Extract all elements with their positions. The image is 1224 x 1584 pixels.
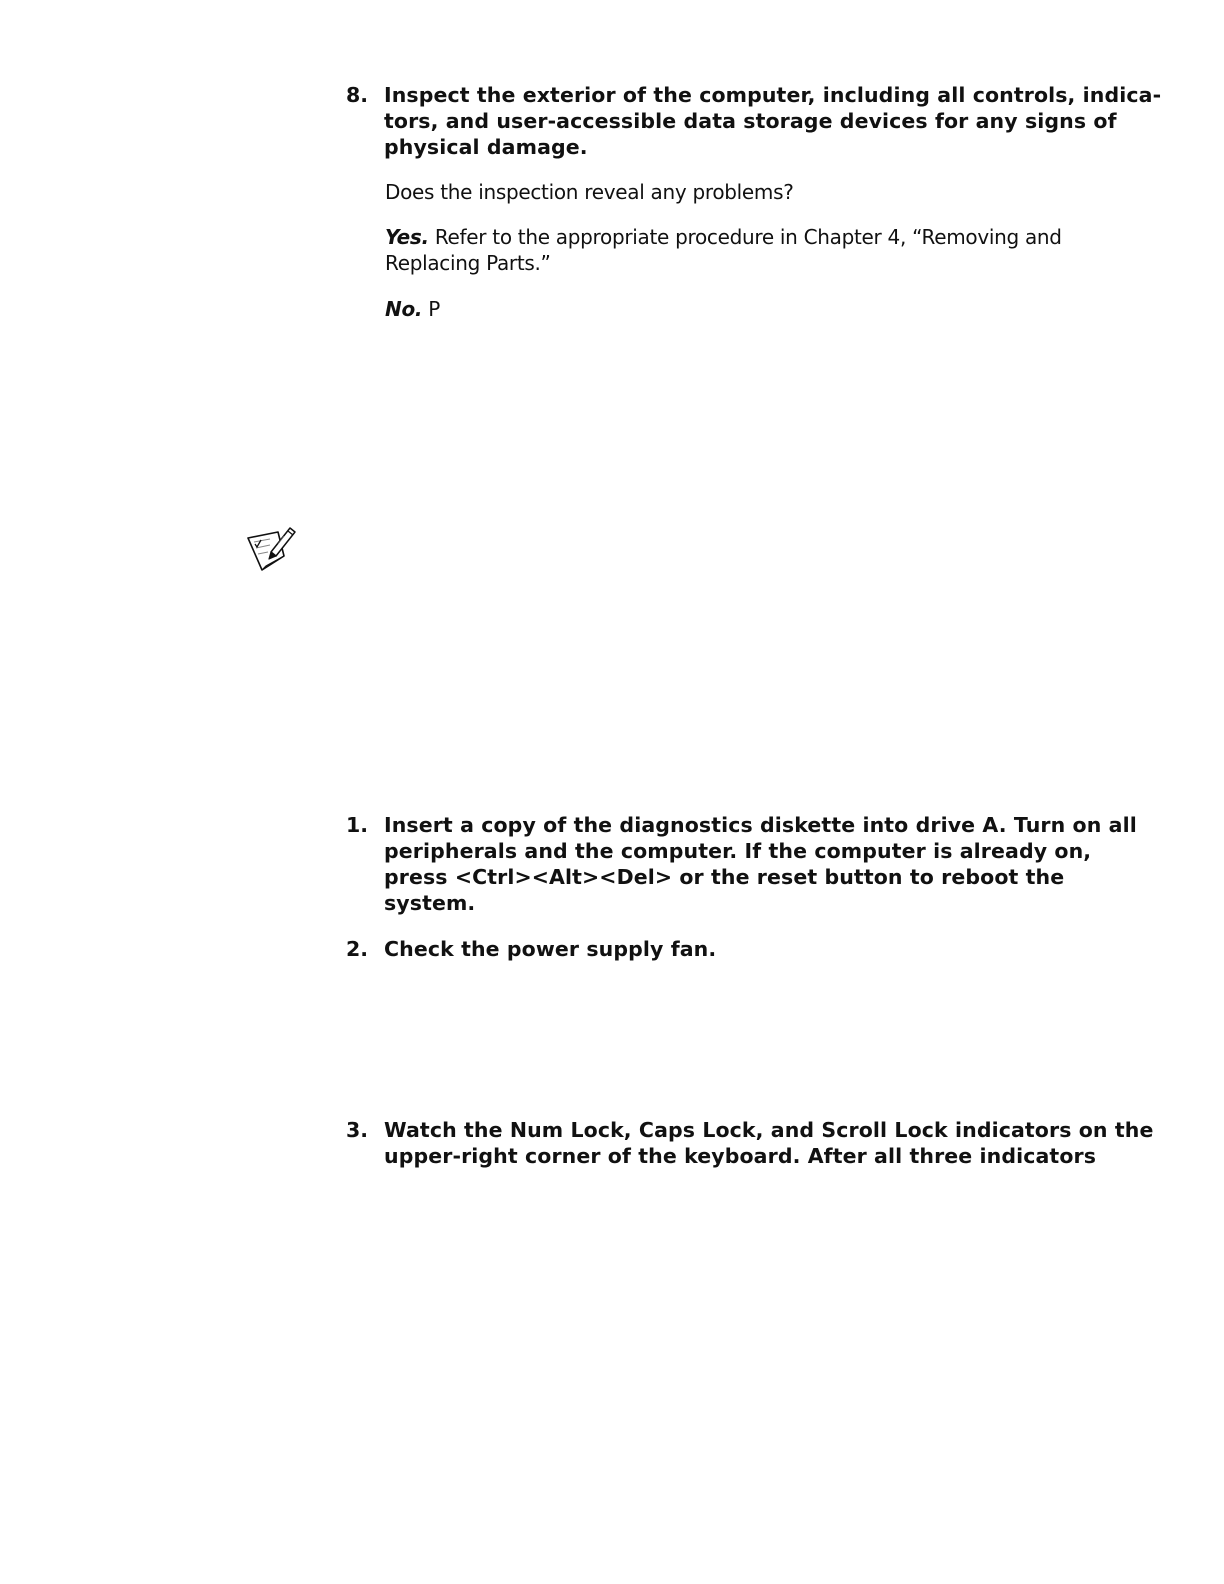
inspection-question (385, 179, 1105, 205)
note-pencil-icon (244, 526, 298, 574)
yes-line-1 (385, 224, 1105, 250)
step-instruction (384, 1117, 1154, 1169)
question-text: Does the inspection reveal any problems? (385, 180, 794, 204)
step-number: 3. (346, 1118, 369, 1142)
instruction-line: peripherals and the computer. If the computer is already on, (384, 839, 1092, 863)
yes-answer (385, 224, 1105, 276)
no-answer (385, 296, 1105, 322)
step-instruction (384, 812, 1137, 916)
step-instruction (384, 936, 1116, 962)
step-number: 2. (346, 937, 369, 961)
instruction-line: press <Ctrl><Alt><Del> or the reset button to reboot the (384, 865, 1065, 889)
instruction-line: Watch the Num Lock, Caps Lock, and Scroll Lock indicators on the (384, 1118, 1154, 1142)
step-number: 8. (346, 83, 369, 107)
instruction-line: upper-right corner of the keyboard. After all three indicators (384, 1144, 1097, 1168)
instruction-line: system. (384, 891, 476, 915)
instruction-line: Inspect the exterior of the computer, including all controls, indica- (384, 83, 1162, 107)
no-text: P (428, 297, 441, 321)
yes-text: Refer to the appropriate procedure in Chapter 4, “Removing and (434, 225, 1062, 249)
step-number: 1. (346, 813, 369, 837)
no-label: No. (385, 297, 423, 321)
instruction-line: physical damage. (384, 135, 588, 159)
step-instruction (384, 82, 1162, 160)
yes-line-2: Replacing Parts.” (385, 251, 551, 275)
instruction-line: Check the power supply fan. (384, 937, 717, 961)
instruction-line: Insert a copy of the diagnostics diskette into drive A. Turn on all (384, 813, 1137, 837)
instruction-line: tors, and user-accessible data storage devices for any signs of (384, 109, 1117, 133)
yes-label: Yes. (385, 225, 429, 249)
